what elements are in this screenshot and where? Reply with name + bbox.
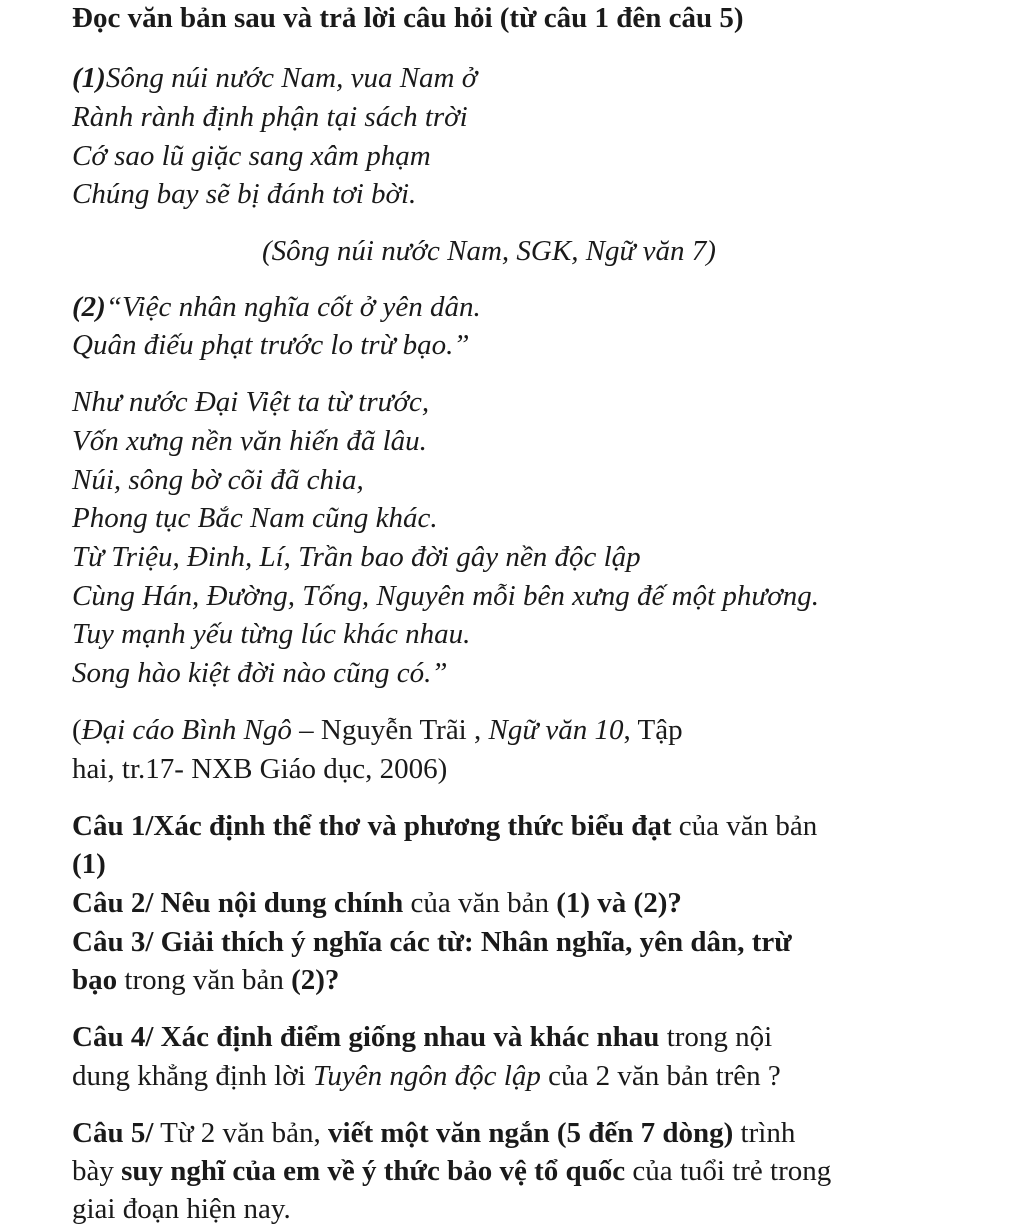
text2-line-7: Từ Triệu, Đinh, Lí, Trần bao đời gây nền độc lập [72,541,641,573]
text2-line-5: Núi, sông bờ cõi đã chia, [72,464,364,496]
question-5: Câu 5/ Từ 2 văn bản, viết một văn ngắn (5 đến 7 dòng) trình [72,1117,796,1149]
text2-line-4: Vốn xưng nền văn hiến đã lâu. [72,425,427,457]
question-4: Câu 4/ Xác định điểm giống nhau và khác nhau trong nội [72,1021,773,1053]
text1-line-3: Cớ sao lũ giặc sang xâm phạm [72,140,431,172]
text2-marker: (2) [72,291,106,323]
text1-marker: (1) [72,62,106,94]
question-3-cont: bạo trong văn bản (2)? [72,964,340,996]
text1-line-2: Rành rành định phận tại sách trời [72,101,468,133]
question-5-line-3: giai đoạn hiện nay. [72,1193,291,1225]
text2-line-6: Phong tục Bắc Nam cũng khác. [72,502,438,534]
text2-line-10: Song hào kiệt đời nào cũng có.” [72,657,448,689]
question-3: Câu 3/ Giải thích ý nghĩa các từ: Nhân nghĩa, yên dân, trừ [72,926,792,958]
text2-line-3: Như nước Đại Việt ta từ trước, [72,386,430,418]
text2-line-8: Cùng Hán, Đường, Tống, Nguyên mỗi bên xưng đế một phương. [72,580,819,612]
text1-source: (Sông núi nước Nam, SGK, Ngữ văn 7) [262,235,716,267]
question-1-cont: (1) [72,848,106,880]
text1-line-1: (1)Sông núi nước Nam, vua Nam ở [72,62,478,94]
text1-line-4: Chúng bay sẽ bị đánh tơi bời. [72,178,417,210]
question-5-line-2: bày suy nghĩ của em về ý thức bảo vệ tổ quốc của tuổi trẻ trong [72,1155,832,1187]
text2-line-1: (2)“Việc nhân nghĩa cốt ở yên dân. [72,291,481,323]
question-4-cont: dung khẳng định lời Tuyên ngôn độc lập của 2 văn bản trên ? [72,1060,781,1092]
text2-source-line-1: (Đại cáo Bình Ngô – Nguyễn Trãi , Ngữ văn 10, Tập [72,714,683,746]
question-1: Câu 1/Xác định thể thơ và phương thức biểu đạt của văn bản [72,810,818,842]
text2-line-9: Tuy mạnh yếu từng lúc khác nhau. [72,618,471,650]
page-title: Đọc văn bản sau và trả lời câu hỏi (từ câu 1 đên câu 5) [72,2,744,34]
question-2: Câu 2/ Nêu nội dung chính của văn bản (1) và (2)? [72,887,682,919]
text2-source-line-2: hai, tr.17- NXB Giáo dục, 2006) [72,753,448,785]
text2-line-2: Quân điếu phạt trước lo trừ bạo.” [72,329,470,361]
